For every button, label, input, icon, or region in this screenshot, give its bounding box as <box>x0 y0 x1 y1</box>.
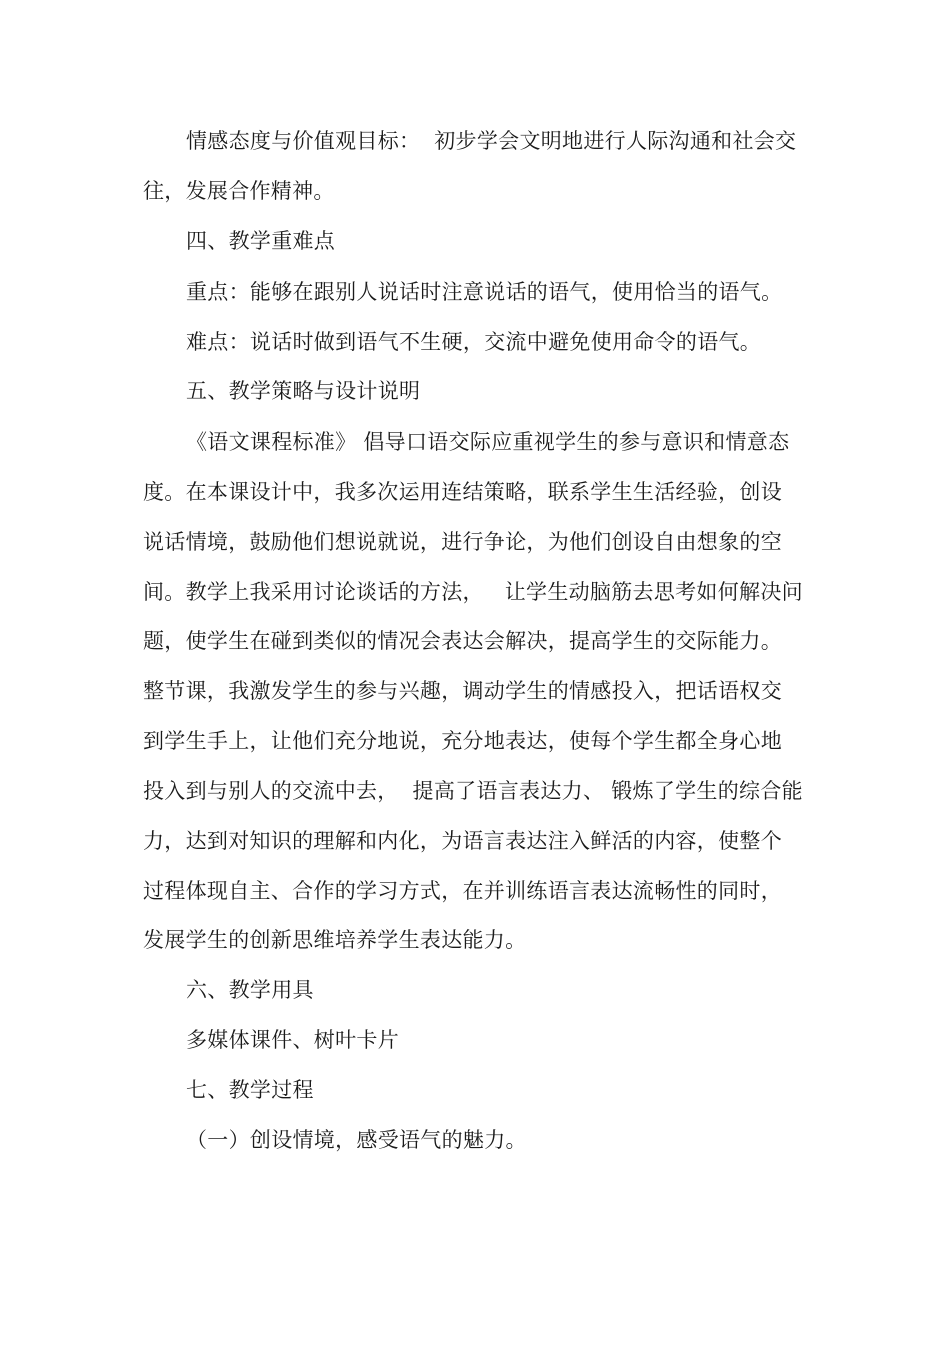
section-heading: 六、教学用具 <box>186 978 314 1002</box>
text-line: 间。教学上我采用讨论谈话的方法， 让学生动脑筋去思考如何解决问 <box>143 580 803 604</box>
text-line: 度。在本课设计中，我多次运用连结策略，联系学生生活经验，创设 <box>143 480 782 504</box>
text-line: 情感态度与价值观目标： 初步学会文明地进行人际沟通和社会交 <box>186 129 797 153</box>
text-line: 重点：能够在跟别人说话时注意说话的语气，使用恰当的语气。 <box>186 280 783 304</box>
text-line: 投入到与别人的交流中去， 提高了语言表达力、 锻炼了学生的综合能 <box>143 779 803 803</box>
section-heading: 七、教学过程 <box>186 1078 314 1102</box>
text-line: 过程体现自主、合作的学习方式，在并训练语言表达流畅性的同时， <box>143 879 782 903</box>
text-line: 力，达到对知识的理解和内化，为语言表达注入鲜活的内容，使整个 <box>143 829 782 853</box>
subsection-heading: （一）创设情境，感受语气的魅力。 <box>186 1128 527 1152</box>
text-line: 说话情境，鼓励他们想说就说，进行争论，为他们创设自由想象的空 <box>143 530 782 554</box>
text-line: 发展学生的创新思维培养学生表达能力。 <box>143 928 527 952</box>
text-line: 整节课，我激发学生的参与兴趣，调动学生的情感投入，把话语权交 <box>143 679 782 703</box>
text-line: 《语文课程标准》 倡导口语交际应重视学生的参与意识和情意态 <box>186 430 790 454</box>
section-heading: 四、教学重难点 <box>186 229 336 253</box>
text-line: 往，发展合作精神。 <box>143 179 335 203</box>
text-line: 题，使学生在碰到类似的情况会表达会解决，提高学生的交际能力。 <box>143 629 782 653</box>
text-line: 到学生手上，让他们充分地说，充分地表达，使每个学生都全身心地 <box>143 729 782 753</box>
text-line: 难点：说话时做到语气不生硬，交流中避免使用命令的语气。 <box>186 330 762 354</box>
section-heading: 五、教学策略与设计说明 <box>186 379 421 403</box>
text-line: 多媒体课件、树叶卡片 <box>186 1028 399 1052</box>
